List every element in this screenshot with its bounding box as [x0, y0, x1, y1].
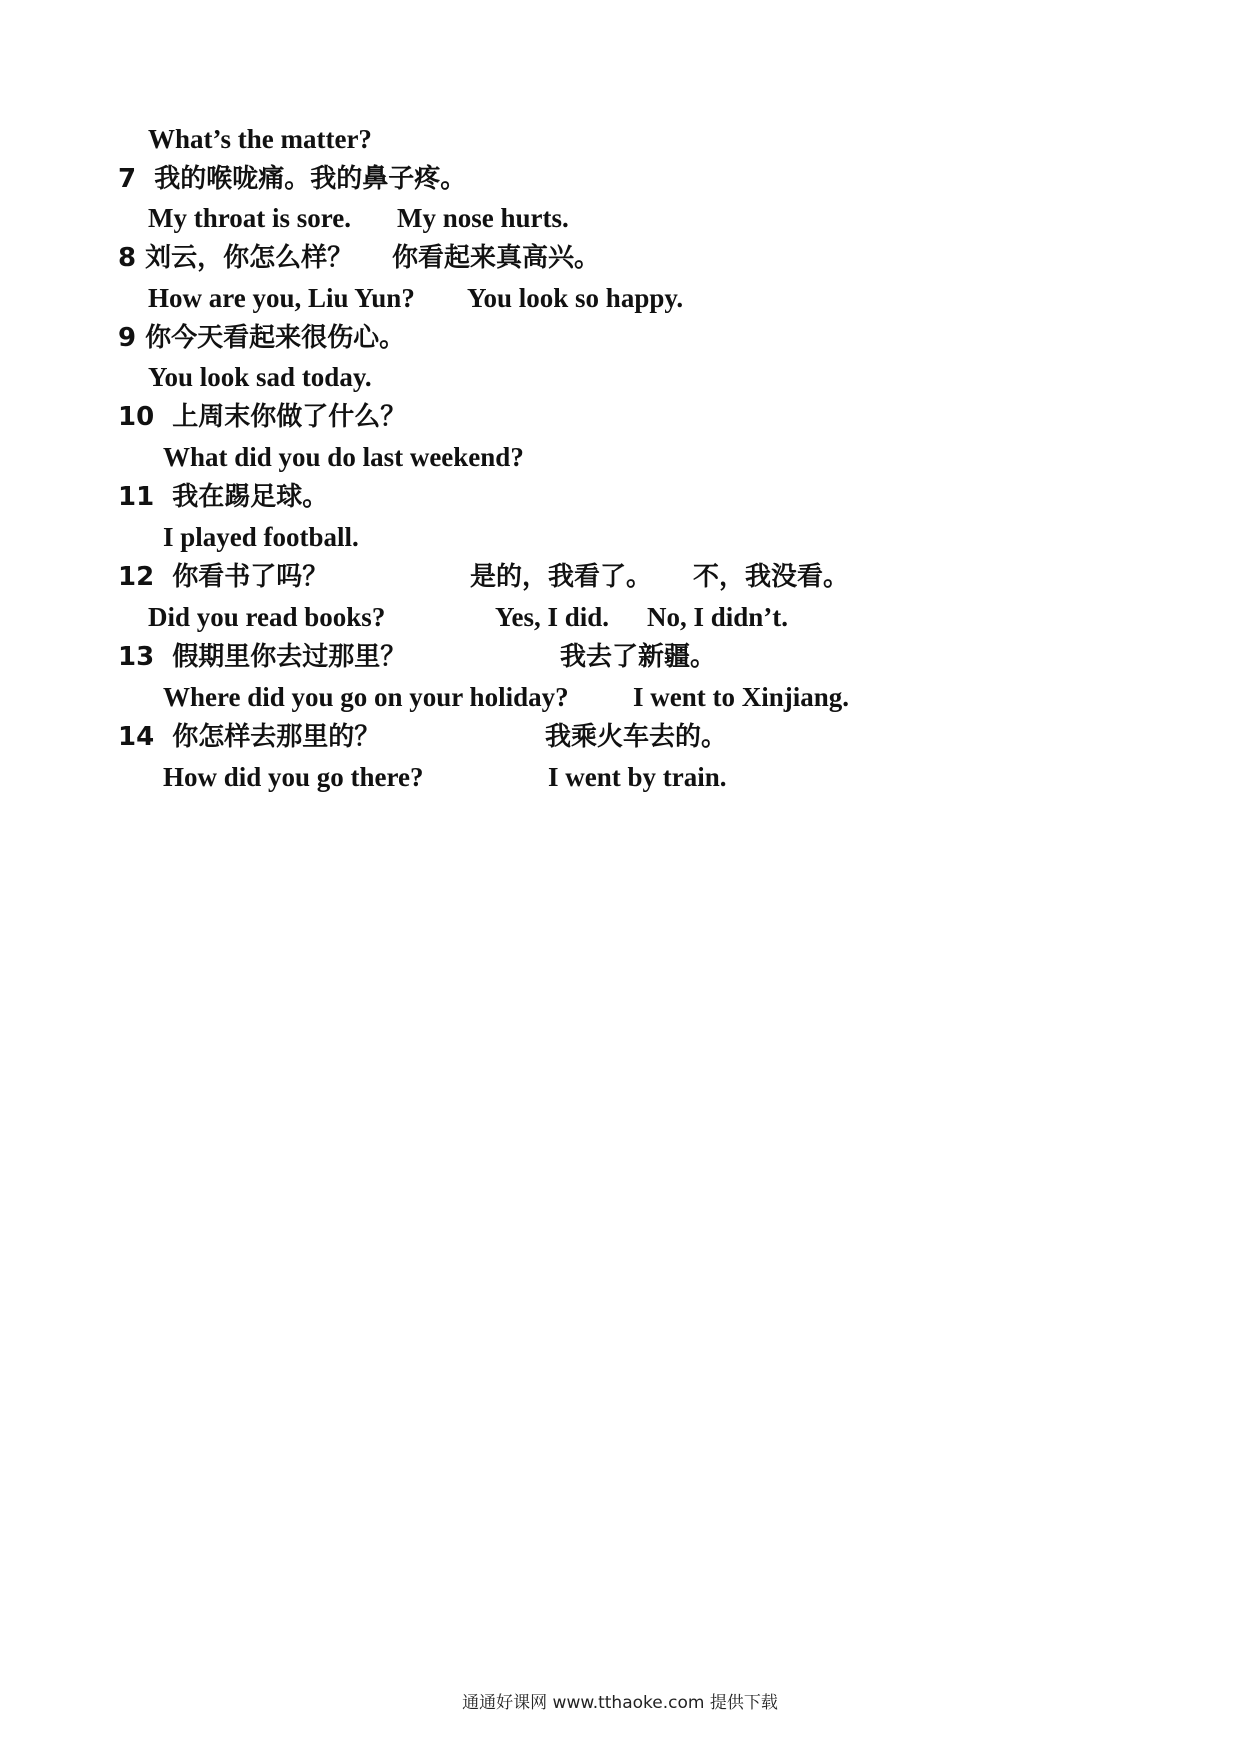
english-text: How are you, Liu Yun? [148, 283, 415, 313]
sentence-line [0, 159, 467, 199]
chinese-text: 你看起来真高兴。 [392, 243, 601, 273]
sentence-line [0, 637, 717, 677]
chinese-text: 是的，我看了。 [470, 562, 653, 592]
chinese-text: 10 上周末你做了什么？ [118, 402, 407, 432]
english-text: You look sad today. [148, 362, 372, 392]
sentence-line [0, 717, 728, 757]
sentence-line [0, 278, 684, 318]
sentence-line [0, 238, 601, 278]
chinese-text: 12 你看书了吗？ [118, 562, 329, 592]
chinese-text: 11 我在踢足球。 [118, 482, 329, 512]
english-text: I played football. [163, 522, 359, 552]
sentence-line [0, 677, 850, 717]
chinese-text: 不，我没看。 [693, 562, 850, 592]
sentence-line [0, 318, 406, 358]
english-text: How did you go there? [163, 762, 424, 792]
sentence-line [0, 357, 372, 397]
sentence-line [0, 557, 850, 597]
english-text: My throat is sore. [148, 203, 351, 233]
english-text: I went to Xinjiang. [633, 682, 850, 712]
sentence-line [0, 437, 524, 477]
sentence-line [0, 597, 789, 637]
english-text: You look so happy. [467, 283, 684, 313]
chinese-text: 14 你怎样去那里的？ [118, 722, 381, 752]
chinese-text: 13 假期里你去过那里？ [118, 642, 407, 672]
sentence-line [0, 119, 372, 159]
chinese-text: 我乘火车去的。 [545, 722, 728, 752]
sentence-line [0, 517, 359, 557]
english-text: What did you do last weekend? [163, 442, 524, 472]
english-text: Yes, I did. [495, 602, 610, 632]
chinese-text: 7 我的喉咙痛。我的鼻子疼。 [118, 164, 467, 194]
sentence-line [0, 477, 329, 517]
sentence-line [0, 757, 727, 797]
english-text: My nose hurts. [397, 203, 569, 233]
page-footer: 通通好课网 www.tthaoke.com 提供下载 [462, 1693, 778, 1713]
chinese-text: 我去了新疆。 [560, 642, 717, 672]
english-text: I went by train. [548, 762, 727, 792]
chinese-text: 9 你今天看起来很伤心。 [118, 323, 406, 353]
sentence-line [0, 397, 407, 437]
sentence-line [0, 198, 569, 238]
chinese-text: 8 刘云，你怎么样？ [118, 243, 354, 273]
english-text: What’s the matter? [148, 124, 372, 154]
english-text: Where did you go on your holiday? [163, 682, 569, 712]
english-text: Did you read books? [148, 602, 386, 632]
english-text: No, I didn’t. [647, 602, 789, 632]
